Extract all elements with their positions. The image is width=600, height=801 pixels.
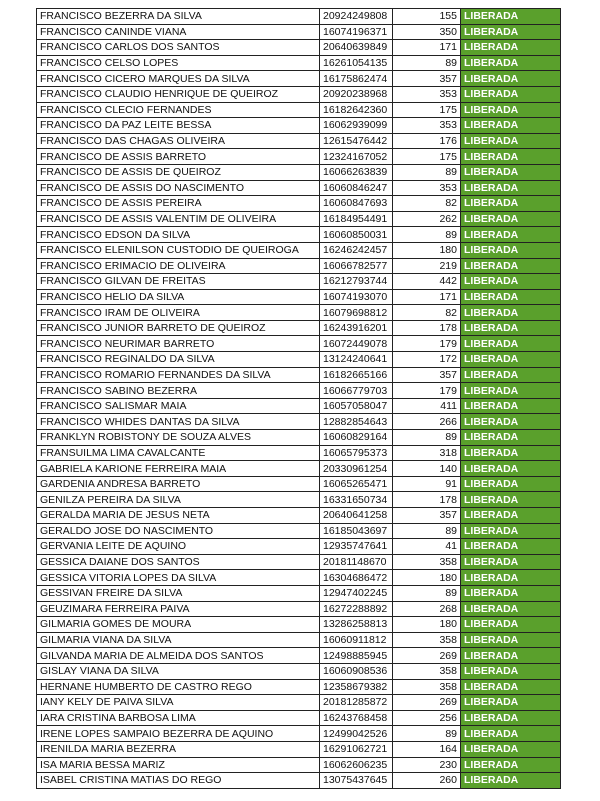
status-cell: LIBERADA (461, 648, 561, 664)
table-row (37, 71, 561, 87)
beneficiary-table (36, 8, 561, 789)
code-cell: 16060846247 (320, 180, 393, 196)
status-cell: LIBERADA (461, 741, 561, 757)
status-cell: LIBERADA (461, 554, 561, 570)
value-cell: 357 (393, 508, 461, 524)
code-cell: 16304686472 (320, 570, 393, 586)
name-cell: GENILZA PEREIRA DA SILVA (37, 492, 320, 508)
value-cell: 180 (393, 617, 461, 633)
table-row (37, 632, 561, 648)
table-row (37, 695, 561, 711)
table-row (37, 617, 561, 633)
table-row (37, 180, 561, 196)
value-cell: 350 (393, 24, 461, 40)
status-cell: LIBERADA (461, 773, 561, 789)
status-cell: LIBERADA (461, 86, 561, 102)
name-cell: FRANCISCO CLAUDIO HENRIQUE DE QUEIROZ (37, 86, 320, 102)
name-cell: FRANCISCO CELSO LOPES (37, 55, 320, 71)
table-row (37, 383, 561, 399)
status-cell: LIBERADA (461, 430, 561, 446)
name-cell: FRANCISCO SALISMAR MAIA (37, 398, 320, 414)
value-cell: 172 (393, 352, 461, 368)
value-cell: 260 (393, 773, 461, 789)
table-row (37, 196, 561, 212)
status-cell: LIBERADA (461, 352, 561, 368)
table-row (37, 398, 561, 414)
name-cell: GESSICA VITORIA LOPES DA SILVA (37, 570, 320, 586)
code-cell: 16065795373 (320, 445, 393, 461)
table-row (37, 601, 561, 617)
code-cell: 16272288892 (320, 601, 393, 617)
code-cell: 12498885945 (320, 648, 393, 664)
status-cell: LIBERADA (461, 196, 561, 212)
value-cell: 357 (393, 71, 461, 87)
table-row (37, 40, 561, 56)
value-cell: 89 (393, 585, 461, 601)
code-cell: 12935747641 (320, 539, 393, 555)
table-row (37, 523, 561, 539)
name-cell: ISABEL CRISTINA MATIAS DO REGO (37, 773, 320, 789)
value-cell: 171 (393, 40, 461, 56)
name-cell: GARDENIA ANDRESA BARRETO (37, 476, 320, 492)
table-row (37, 289, 561, 305)
status-cell: LIBERADA (461, 40, 561, 56)
code-cell: 12324167052 (320, 149, 393, 165)
value-cell: 91 (393, 476, 461, 492)
value-cell: 82 (393, 305, 461, 321)
code-cell: 16060908536 (320, 663, 393, 679)
status-cell: LIBERADA (461, 55, 561, 71)
status-cell: LIBERADA (461, 445, 561, 461)
table-row (37, 430, 561, 446)
table-row (37, 336, 561, 352)
name-cell: FRANCISCO DE ASSIS DE QUEIROZ (37, 164, 320, 180)
code-cell: 16057058047 (320, 398, 393, 414)
name-cell: FRANCISCO DE ASSIS PEREIRA (37, 196, 320, 212)
value-cell: 358 (393, 663, 461, 679)
status-cell: LIBERADA (461, 180, 561, 196)
status-cell: LIBERADA (461, 632, 561, 648)
code-cell: 20640641258 (320, 508, 393, 524)
value-cell: 353 (393, 180, 461, 196)
name-cell: FRANCISCO DE ASSIS DO NASCIMENTO (37, 180, 320, 196)
value-cell: 179 (393, 336, 461, 352)
value-cell: 266 (393, 414, 461, 430)
value-cell: 140 (393, 461, 461, 477)
status-cell: LIBERADA (461, 258, 561, 274)
table-row (37, 726, 561, 742)
status-cell: LIBERADA (461, 289, 561, 305)
status-cell: LIBERADA (461, 305, 561, 321)
table-row (37, 445, 561, 461)
status-cell: LIBERADA (461, 492, 561, 508)
code-cell: 16060850031 (320, 227, 393, 243)
name-cell: FRANCISCO DE ASSIS BARRETO (37, 149, 320, 165)
table-row (37, 539, 561, 555)
name-cell: GESSIVAN FREIRE DA SILVA (37, 585, 320, 601)
table-row (37, 242, 561, 258)
table-row (37, 149, 561, 165)
code-cell: 16066779703 (320, 383, 393, 399)
name-cell: FRANCISCO DAS CHAGAS OLIVEIRA (37, 133, 320, 149)
value-cell: 411 (393, 398, 461, 414)
status-cell: LIBERADA (461, 414, 561, 430)
name-cell: FRANCISCO NEURIMAR BARRETO (37, 336, 320, 352)
status-cell: LIBERADA (461, 383, 561, 399)
code-cell: 16079698812 (320, 305, 393, 321)
name-cell: FRANCISCO EDSON DA SILVA (37, 227, 320, 243)
table-row (37, 757, 561, 773)
value-cell: 89 (393, 55, 461, 71)
code-cell: 16182665166 (320, 367, 393, 383)
value-cell: 358 (393, 632, 461, 648)
name-cell: FRANSUILMA LIMA CAVALCANTE (37, 445, 320, 461)
status-cell: LIBERADA (461, 274, 561, 290)
code-cell: 16074196371 (320, 24, 393, 40)
code-cell: 12882854643 (320, 414, 393, 430)
value-cell: 357 (393, 367, 461, 383)
status-cell: LIBERADA (461, 149, 561, 165)
name-cell: FRANCISCO CICERO MARQUES DA SILVA (37, 71, 320, 87)
table-row (37, 741, 561, 757)
value-cell: 353 (393, 118, 461, 134)
status-cell: LIBERADA (461, 570, 561, 586)
value-cell: 41 (393, 539, 461, 555)
table-row (37, 320, 561, 336)
code-cell: 20640639849 (320, 40, 393, 56)
table-row (37, 55, 561, 71)
table-row (37, 86, 561, 102)
code-cell: 16184954491 (320, 211, 393, 227)
code-cell: 16243916201 (320, 320, 393, 336)
status-cell: LIBERADA (461, 164, 561, 180)
table-row (37, 118, 561, 134)
value-cell: 269 (393, 695, 461, 711)
code-cell: 16243768458 (320, 710, 393, 726)
table-row (37, 305, 561, 321)
value-cell: 230 (393, 757, 461, 773)
value-cell: 262 (393, 211, 461, 227)
value-cell: 175 (393, 149, 461, 165)
table-row (37, 492, 561, 508)
name-cell: GILMARIA VIANA DA SILVA (37, 632, 320, 648)
name-cell: HERNANE HUMBERTO DE CASTRO REGO (37, 679, 320, 695)
status-cell: LIBERADA (461, 24, 561, 40)
value-cell: 89 (393, 227, 461, 243)
table-row (37, 710, 561, 726)
status-cell: LIBERADA (461, 102, 561, 118)
table-row (37, 554, 561, 570)
table-row (37, 414, 561, 430)
code-cell: 20181148670 (320, 554, 393, 570)
name-cell: FRANKLYN ROBISTONY DE SOUZA ALVES (37, 430, 320, 446)
status-cell: LIBERADA (461, 695, 561, 711)
code-cell: 20330961254 (320, 461, 393, 477)
value-cell: 180 (393, 570, 461, 586)
status-cell: LIBERADA (461, 9, 561, 25)
name-cell: GILMARIA GOMES DE MOURA (37, 617, 320, 633)
status-cell: LIBERADA (461, 601, 561, 617)
name-cell: GEUZIMARA FERREIRA PAIVA (37, 601, 320, 617)
name-cell: FRANCISCO DA PAZ LEITE BESSA (37, 118, 320, 134)
name-cell: FRANCISCO ROMARIO FERNANDES DA SILVA (37, 367, 320, 383)
name-cell: FRANCISCO SABINO BEZERRA (37, 383, 320, 399)
code-cell: 16060829164 (320, 430, 393, 446)
code-cell: 16212793744 (320, 274, 393, 290)
table-row (37, 227, 561, 243)
name-cell: FRANCISCO DE ASSIS VALENTIM DE OLIVEIRA (37, 211, 320, 227)
name-cell: GESSICA DAIANE DOS SANTOS (37, 554, 320, 570)
code-cell: 12615476442 (320, 133, 393, 149)
value-cell: 82 (393, 196, 461, 212)
table-row (37, 258, 561, 274)
value-cell: 171 (393, 289, 461, 305)
table-row (37, 476, 561, 492)
name-cell: GISLAY VIANA DA SILVA (37, 663, 320, 679)
table-row (37, 102, 561, 118)
status-cell: LIBERADA (461, 710, 561, 726)
status-cell: LIBERADA (461, 242, 561, 258)
value-cell: 178 (393, 320, 461, 336)
name-cell: FRANCISCO CARLOS DOS SANTOS (37, 40, 320, 56)
status-cell: LIBERADA (461, 336, 561, 352)
table-row (37, 648, 561, 664)
code-cell: 16065265471 (320, 476, 393, 492)
name-cell: FRANCISCO BEZERRA DA SILVA (37, 9, 320, 25)
status-cell: LIBERADA (461, 726, 561, 742)
status-cell: LIBERADA (461, 367, 561, 383)
name-cell: GILVANDA MARIA DE ALMEIDA DOS SANTOS (37, 648, 320, 664)
value-cell: 176 (393, 133, 461, 149)
value-cell: 178 (393, 492, 461, 508)
value-cell: 89 (393, 430, 461, 446)
status-cell: LIBERADA (461, 398, 561, 414)
status-cell: LIBERADA (461, 71, 561, 87)
name-cell: IRENE LOPES SAMPAIO BEZERRA DE AQUINO (37, 726, 320, 742)
value-cell: 180 (393, 242, 461, 258)
value-cell: 89 (393, 523, 461, 539)
value-cell: 89 (393, 164, 461, 180)
code-cell: 16060911812 (320, 632, 393, 648)
code-cell: 16060847693 (320, 196, 393, 212)
table-row (37, 352, 561, 368)
code-cell: 13124240641 (320, 352, 393, 368)
name-cell: ISA MARIA BESSA MARIZ (37, 757, 320, 773)
code-cell: 20924249808 (320, 9, 393, 25)
value-cell: 268 (393, 601, 461, 617)
code-cell: 16261054135 (320, 55, 393, 71)
value-cell: 353 (393, 86, 461, 102)
name-cell: IARA CRISTINA BARBOSA LIMA (37, 710, 320, 726)
value-cell: 219 (393, 258, 461, 274)
table-body (37, 9, 561, 789)
name-cell: GERVANIA LEITE DE AQUINO (37, 539, 320, 555)
status-cell: LIBERADA (461, 227, 561, 243)
table-row (37, 24, 561, 40)
name-cell: FRANCISCO WHIDES DANTAS DA SILVA (37, 414, 320, 430)
status-cell: LIBERADA (461, 133, 561, 149)
code-cell: 16182642360 (320, 102, 393, 118)
table-row (37, 211, 561, 227)
code-cell: 12358679382 (320, 679, 393, 695)
name-cell: FRANCISCO GILVAN DE FREITAS (37, 274, 320, 290)
value-cell: 89 (393, 726, 461, 742)
name-cell: IRENILDA MARIA BEZERRA (37, 741, 320, 757)
code-cell: 16074193070 (320, 289, 393, 305)
code-cell: 13286258813 (320, 617, 393, 633)
value-cell: 269 (393, 648, 461, 664)
value-cell: 179 (393, 383, 461, 399)
code-cell: 16062606235 (320, 757, 393, 773)
value-cell: 318 (393, 445, 461, 461)
code-cell: 16291062721 (320, 741, 393, 757)
code-cell: 16072449078 (320, 336, 393, 352)
code-cell: 16246242457 (320, 242, 393, 258)
name-cell: GERALDA MARIA DE JESUS NETA (37, 508, 320, 524)
name-cell: FRANCISCO HELIO DA SILVA (37, 289, 320, 305)
code-cell: 16062939099 (320, 118, 393, 134)
status-cell: LIBERADA (461, 523, 561, 539)
table-row (37, 508, 561, 524)
name-cell: FRANCISCO CLECIO FERNANDES (37, 102, 320, 118)
value-cell: 155 (393, 9, 461, 25)
status-cell: LIBERADA (461, 118, 561, 134)
status-cell: LIBERADA (461, 663, 561, 679)
table-row (37, 679, 561, 695)
code-cell: 16331650734 (320, 492, 393, 508)
status-cell: LIBERADA (461, 539, 561, 555)
code-cell: 13075437645 (320, 773, 393, 789)
code-cell: 16185043697 (320, 523, 393, 539)
value-cell: 164 (393, 741, 461, 757)
table-row (37, 164, 561, 180)
value-cell: 256 (393, 710, 461, 726)
table-row (37, 570, 561, 586)
table-row (37, 461, 561, 477)
name-cell: GABRIELA KARIONE FERREIRA MAIA (37, 461, 320, 477)
code-cell: 20920238968 (320, 86, 393, 102)
code-cell: 12947402245 (320, 585, 393, 601)
status-cell: LIBERADA (461, 461, 561, 477)
name-cell: IANY KELY DE PAIVA SILVA (37, 695, 320, 711)
status-cell: LIBERADA (461, 476, 561, 492)
name-cell: FRANCISCO JUNIOR BARRETO DE QUEIROZ (37, 320, 320, 336)
code-cell: 16066782577 (320, 258, 393, 274)
code-cell: 16175862474 (320, 71, 393, 87)
name-cell: FRANCISCO REGINALDO DA SILVA (37, 352, 320, 368)
table-row (37, 274, 561, 290)
name-cell: FRANCISCO CANINDE VIANA (37, 24, 320, 40)
table-row (37, 133, 561, 149)
table-row (37, 773, 561, 789)
status-cell: LIBERADA (461, 508, 561, 524)
table-row (37, 367, 561, 383)
status-cell: LIBERADA (461, 320, 561, 336)
value-cell: 358 (393, 679, 461, 695)
name-cell: FRANCISCO IRAM DE OLIVEIRA (37, 305, 320, 321)
code-cell: 12499042526 (320, 726, 393, 742)
status-cell: LIBERADA (461, 585, 561, 601)
value-cell: 175 (393, 102, 461, 118)
code-cell: 20181285872 (320, 695, 393, 711)
value-cell: 358 (393, 554, 461, 570)
status-cell: LIBERADA (461, 757, 561, 773)
status-cell: LIBERADA (461, 679, 561, 695)
status-cell: LIBERADA (461, 211, 561, 227)
status-cell: LIBERADA (461, 617, 561, 633)
code-cell: 16066263839 (320, 164, 393, 180)
name-cell: GERALDO JOSE DO NASCIMENTO (37, 523, 320, 539)
table-row (37, 9, 561, 25)
value-cell: 442 (393, 274, 461, 290)
name-cell: FRANCISCO ELENILSON CUSTODIO DE QUEIROGA (37, 242, 320, 258)
table-row (37, 663, 561, 679)
table-row (37, 585, 561, 601)
name-cell: FRANCISCO ERIMACIO DE OLIVEIRA (37, 258, 320, 274)
